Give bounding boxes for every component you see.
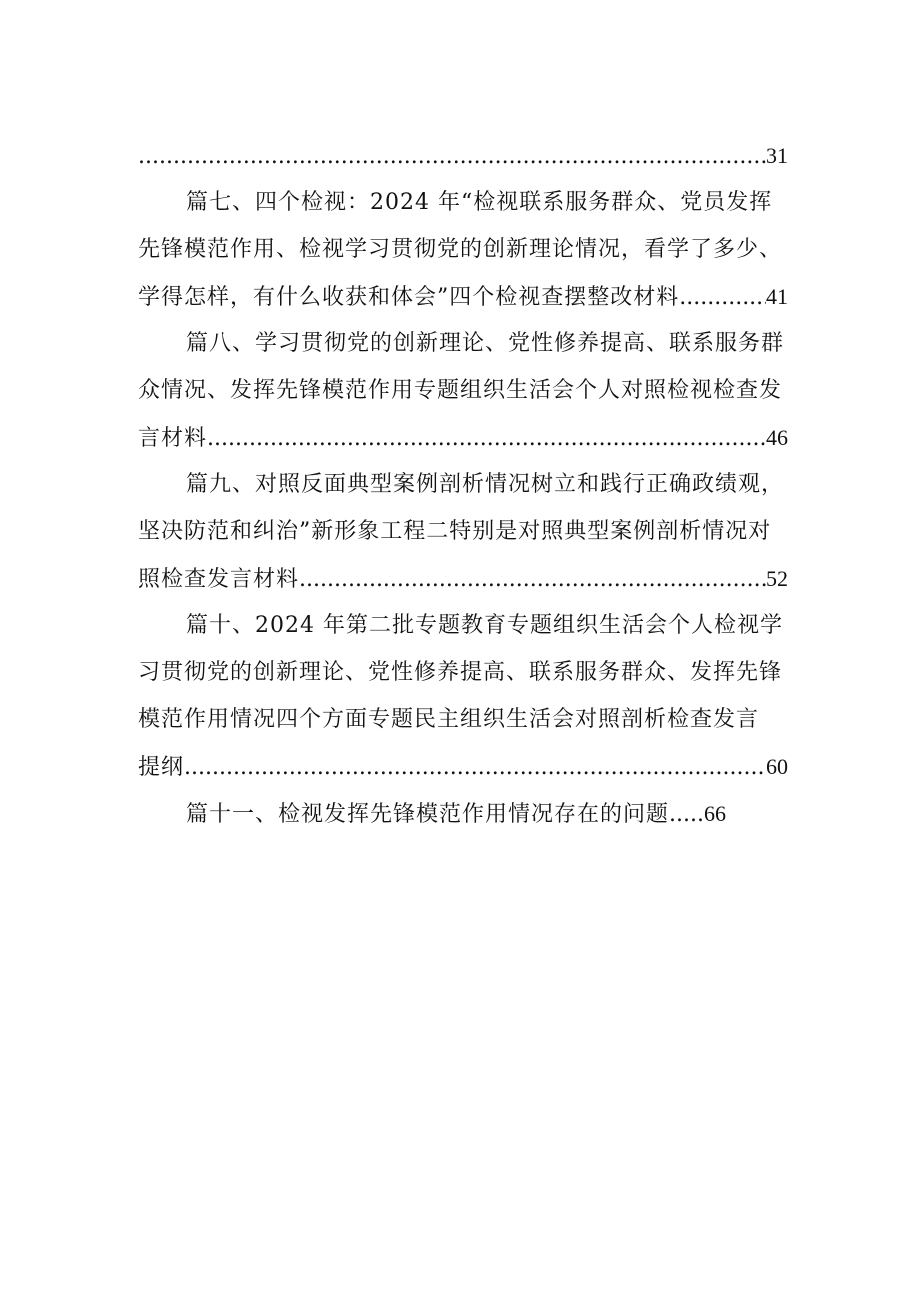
toc-entry-line: [138, 367, 788, 414]
toc-entry-line: [138, 273, 788, 320]
toc-entry-text: 模范作用情况四个方面专题民主组织生活会对照剖析检查发言: [138, 707, 760, 732]
dot-leader: [184, 744, 766, 790]
toc-entry-text: 篇九、对照反面典型案例剖析情况树立和践行正确政绩观，: [186, 472, 785, 497]
toc-entry-line: [138, 696, 788, 743]
toc-entry-8[interactable]: [138, 320, 788, 461]
toc-entry-line: [138, 602, 788, 649]
toc-page-number: 41: [766, 284, 788, 309]
toc-page-number: 46: [766, 425, 788, 450]
toc-page-number: 31: [766, 143, 788, 168]
toc-entry-10[interactable]: [138, 602, 788, 790]
toc-entry-text: 篇七、四个检视：2024 年“检视联系服务群众、党员发挥: [186, 190, 773, 215]
table-of-contents: [138, 132, 788, 837]
toc-entry-text: 学得怎样，有什么收获和体会”四个检视查摆整改材料: [138, 285, 680, 310]
dot-leader: [299, 556, 766, 602]
toc-entry-line: [138, 461, 788, 508]
toc-entry-line: [138, 226, 788, 273]
toc-entry-line: [138, 649, 788, 696]
toc-continuation-line: [138, 132, 788, 179]
dot-leader: [679, 274, 766, 320]
toc-entry-text: 习贯彻党的创新理论、党性修养提高、联系服务群众、发挥先锋: [138, 660, 783, 685]
toc-page-number: 52: [766, 566, 788, 591]
toc-page-number: 60: [766, 754, 788, 779]
dot-leader: [138, 133, 766, 179]
toc-entry-11[interactable]: [138, 790, 788, 837]
toc-entry-text: 众情况、发挥先锋模范作用专题组织生活会个人对照检视检查发: [138, 378, 783, 403]
toc-entry-9[interactable]: [138, 461, 788, 602]
toc-entry-text: 言材料: [138, 426, 208, 451]
toc-entry-line: [138, 179, 788, 226]
toc-entry-line: [138, 790, 788, 837]
toc-page-number: 66: [703, 801, 726, 826]
toc-entry-text: 照检查发言材料: [138, 567, 300, 592]
toc-entry-line: [138, 320, 788, 367]
toc-entry-7[interactable]: [138, 179, 788, 320]
toc-entry-text: 篇八、学习贯彻党的创新理论、党性修养提高、联系服务群: [186, 331, 785, 356]
dot-leader: [207, 415, 766, 461]
toc-entry-line: [138, 555, 788, 602]
toc-entry-line: [138, 508, 788, 555]
toc-entry-text: 篇十、2024 年第二批专题教育专题组织生活会个人检视学: [186, 613, 783, 638]
toc-entry-text: 提纲: [138, 755, 185, 780]
dot-leader: [669, 791, 704, 837]
toc-entry-text: 坚决防范和纠治”新形象工程二特别是对照典型案例剖析情况对: [138, 519, 772, 544]
toc-entry-line: [138, 743, 788, 790]
toc-entry-line: [138, 414, 788, 461]
toc-entry-text: 先锋模范作用、检视学习贯彻党的创新理论情况，看学了多少、: [138, 237, 783, 262]
toc-entry-text: 篇十一、检视发挥先锋模范作用情况存在的问题: [186, 802, 670, 827]
